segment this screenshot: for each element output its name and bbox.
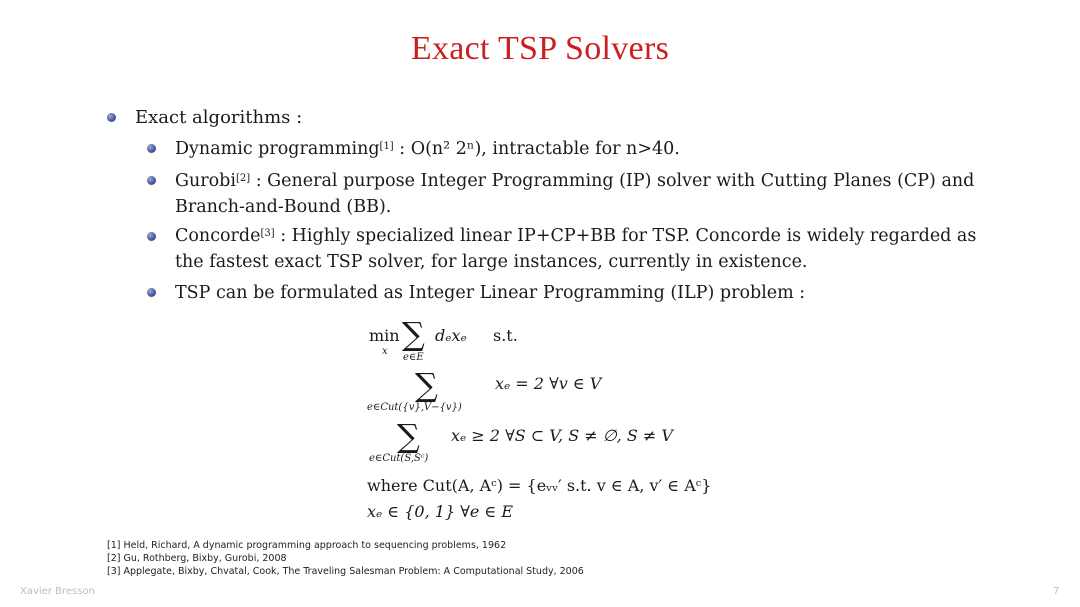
formula-min-sub: x <box>382 346 388 357</box>
bullet-dot-icon <box>107 113 116 122</box>
sum-symbol-icon: ∑ <box>415 366 438 404</box>
gurobi-ref: [2] <box>235 173 251 184</box>
ilp-formula <box>365 316 765 531</box>
footnotes <box>107 539 584 578</box>
gurobi-line1: : General purpose Integer Programming (IP) solver with Cutting Planes (CP) and <box>250 171 975 191</box>
footnote: [3] Applegate, Bixby, Chvatal, Cook, The Traveling Salesman Problem: A Computational Study, 2006 <box>107 566 584 577</box>
sum-symbol-icon: ∑ <box>402 315 425 353</box>
concorde-line2: the fastest exact TSP solver, for large instances, currently in existence. <box>175 252 808 272</box>
formula-obj-term: dₑxₑ <box>435 326 467 345</box>
bullet-gurobi <box>175 168 995 220</box>
formula-st: s.t. <box>493 326 518 345</box>
formula-c1-term: xₑ = 2 ∀v ∈ V <box>495 374 602 393</box>
footnote: [1] Held, Richard, A dynamic programming approach to sequencing problems, 1962 <box>107 540 507 551</box>
formula-where: where Cut(A, Aᶜ) = {eᵥᵥ′ s.t. v ∈ A, v′ ∈ Aᶜ} <box>367 476 712 495</box>
concorde-ref: [3] <box>260 228 275 239</box>
slide-title: Exact TSP Solvers <box>410 30 670 67</box>
concorde-line1: : Highly specialized linear IP+CP+BB for TSP. Concorde is widely regarded as <box>274 226 977 246</box>
bullet-concorde <box>175 223 995 275</box>
formula-domain: xₑ ∈ {0, 1} ∀e ∈ E <box>367 502 514 521</box>
gurobi-line2: Branch-and-Bound (BB). <box>175 197 392 217</box>
dp-complexity: : O(n² 2ⁿ), intractable for n>40. <box>393 139 680 159</box>
formula-c2-sum-sub: e∈Cut(S,Sᶜ) <box>369 453 429 464</box>
footnote: [2] Gu, Rothberg, Bixby, Gurobi, 2008 <box>107 553 287 564</box>
formula-obj-sum-sub: e∈E <box>403 352 424 363</box>
bullet-dot-icon <box>147 144 156 153</box>
formula-c2-term: xₑ ≥ 2 ∀S ⊂ V, S ≠ ∅, S ≠ V <box>451 426 673 445</box>
concorde-lead: Concorde <box>175 226 261 246</box>
bullet-exact-algorithms: Exact algorithms : <box>135 107 303 128</box>
gurobi-lead: Gurobi <box>175 171 236 191</box>
bullet-dot-icon <box>147 232 156 241</box>
author-name: Xavier Bresson <box>20 586 95 597</box>
dp-ref: [1] <box>379 141 394 152</box>
sum-symbol-icon: ∑ <box>397 417 420 455</box>
page-number: 7 <box>1053 586 1060 597</box>
formula-c1-sum-sub: e∈Cut({v},V−{v}) <box>367 402 462 413</box>
bullet-dot-icon <box>147 288 156 297</box>
formula-min: min <box>369 326 400 345</box>
bullet-dynamic-programming <box>175 136 995 162</box>
dp-lead: Dynamic programming <box>175 139 380 159</box>
bullet-ilp: TSP can be formulated as Integer Linear Programming (ILP) problem : <box>175 283 806 303</box>
bullet-dot-icon <box>147 176 156 185</box>
